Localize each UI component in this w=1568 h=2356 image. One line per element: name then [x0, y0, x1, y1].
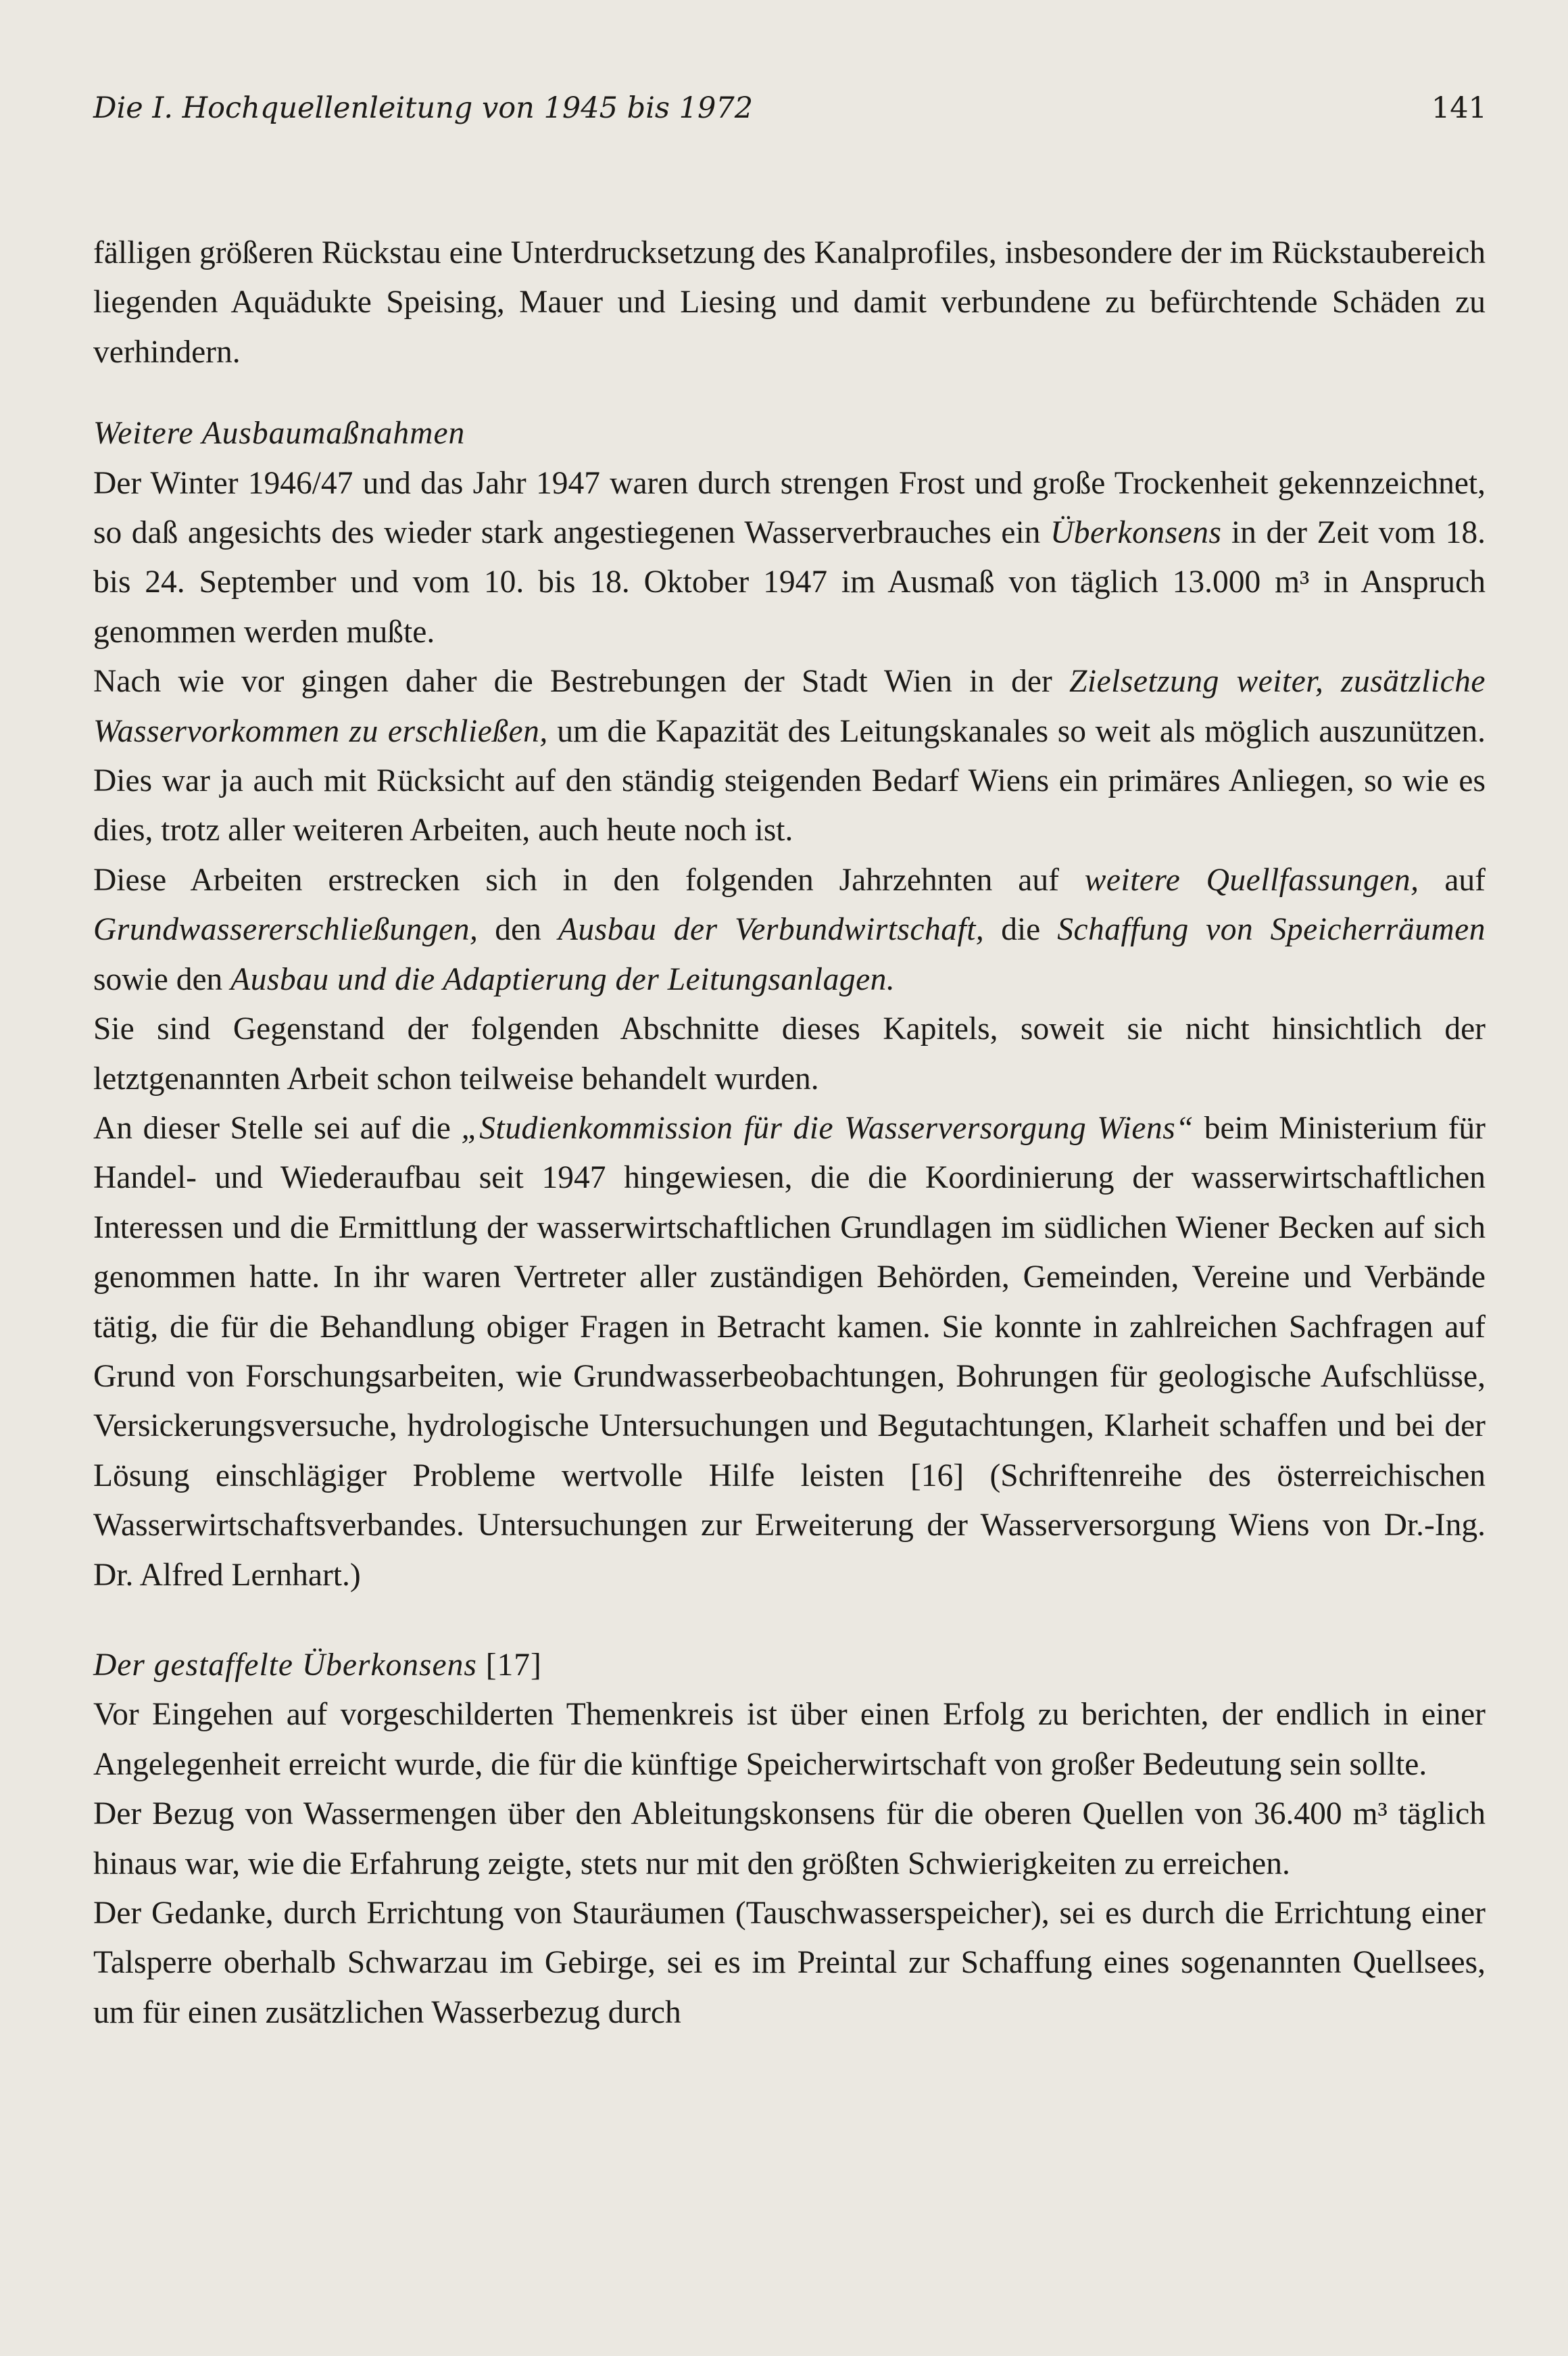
paragraph-7: Vor Eingehen auf vorgeschilderten Themenkreis ist über einen Erfolg zu berichten, der endlich in einer Angelegenheit erreicht wurde, die für die künftige Speicherwirtschaft von großer Bedeutung sein sollte. — [93, 1697, 1486, 1782]
running-title: Die I. Hochquellenleitung von 1945 bis 1972 — [93, 91, 754, 125]
section-heading-ausbau: Weitere Ausbaumaßnahmen — [93, 416, 466, 452]
paragraph-9: Der Gedanke, durch Errichtung von Stauräumen (Tauschwasserspeicher), sei es durch die Errichtung einer Talsperre oberhalb Schwarzau im Gebirge, sei es im Preintal zur Schaffung eines sogenannten Quellsees, um für einen zusätzlichen Wasserbezug durch — [93, 1896, 1486, 2030]
paragraph-8: Der Bezug von Wassermengen über den Ableitungskonsens für die oberen Quellen von 36.400 m³ täglich hinaus war, wie die Erfahrung zeigte, stets nur mit den größten Schwierigkeiten zu erreichen. — [93, 1796, 1486, 1881]
page-number: 141 — [1431, 91, 1487, 125]
paragraph-5: Sie sind Gegenstand der folgenden Abschnitte dieses Kapitels, soweit sie nicht hinsichtlich der letztgenannten Arbeit schon teilweise behandelt wurden. — [93, 1011, 1486, 1097]
section-heading-gestaffelt: Der gestaffelte Überkonsens [17] — [93, 1647, 542, 1683]
paragraph-2: Der Winter 1946/47 und das Jahr 1947 waren durch strengen Frost und große Trockenheit gekennzeichnet, so daß angesichts des wieder stark angestiegenen Wasserverbrauches ein Überkonsens in der Zeit vom 18. bis 24. September und vom 10. bis 18. Oktober 1947 im Ausmaß von täglich 13.000 m³ in Anspruch genommen werden mußte. — [93, 465, 1486, 650]
body-text — [93, 229, 1486, 2038]
paragraph-4: Diese Arbeiten erstrecken sich in den folgenden Jahrzehnten auf weitere Quellfassungen, auf Grundwassererschließungen, den Ausbau der Verbundwirtschaft, die Schaffung von Speicherräumen sowie den Ausbau und die Adaptierung der Leitungsanlagen. — [93, 862, 1486, 997]
paragraph-1: fälligen größeren Rückstau eine Unterdrucksetzung des Kanalprofiles, insbesondere der im Rückstaubereich liegenden Aquädukte Speising, Mauer und Liesing und damit verbundene zu befürchtende Schäden zu verhindern. — [93, 235, 1486, 370]
running-header — [93, 91, 1487, 132]
paragraph-6: An dieser Stelle sei auf die „Studienkommission für die Wasserversorgung Wiens“ beim Ministerium für Handel- und Wiederaufbau seit 1947 hingewiesen, die die Koordinierung der wasserwirtschaftlichen Interessen und die Ermittlung der wasserwirtschaftlichen Grundlagen im südlichen Wiener Becken auf sich genommen hatte. In ihr waren Vertreter aller zuständigen Behörden, Gemeinden, Vereine und Verbände tätig, die für die Behandlung obiger Fragen in Betracht kamen. Sie konnte in zahlreichen Sachfragen auf Grund von Forschungsarbeiten, wie Grundwasserbeobachtungen, Bohrungen für geologische Aufschlüsse, Versickerungsversuche, hydrologische Untersuchungen und Begutachtungen, Klarheit schaffen und bei der Lösung einschlägiger Probleme wertvolle Hilfe leisten [16] (Schriftenreihe des österreichischen Wasserwirtschaftsverbandes. Untersuchungen zur Erweiterung der Wasserversorgung Wiens von Dr.-Ing. Dr. Alfred Lernhart.) — [93, 1110, 1486, 1593]
paragraph-3: Nach wie vor gingen daher die Bestrebungen der Stadt Wien in der Zielsetzung weiter, zusätzliche Wasservorkommen zu erschließen, um die Kapazität des Leitungskanales so weit als möglich auszunützen. Dies war ja auch mit Rücksicht auf den ständig steigenden Bedarf Wiens ein primäres Anliegen, so wie es dies, trotz aller weiteren Arbeiten, auch heute noch ist. — [93, 664, 1486, 848]
reference-number: [17] — [485, 1647, 542, 1683]
